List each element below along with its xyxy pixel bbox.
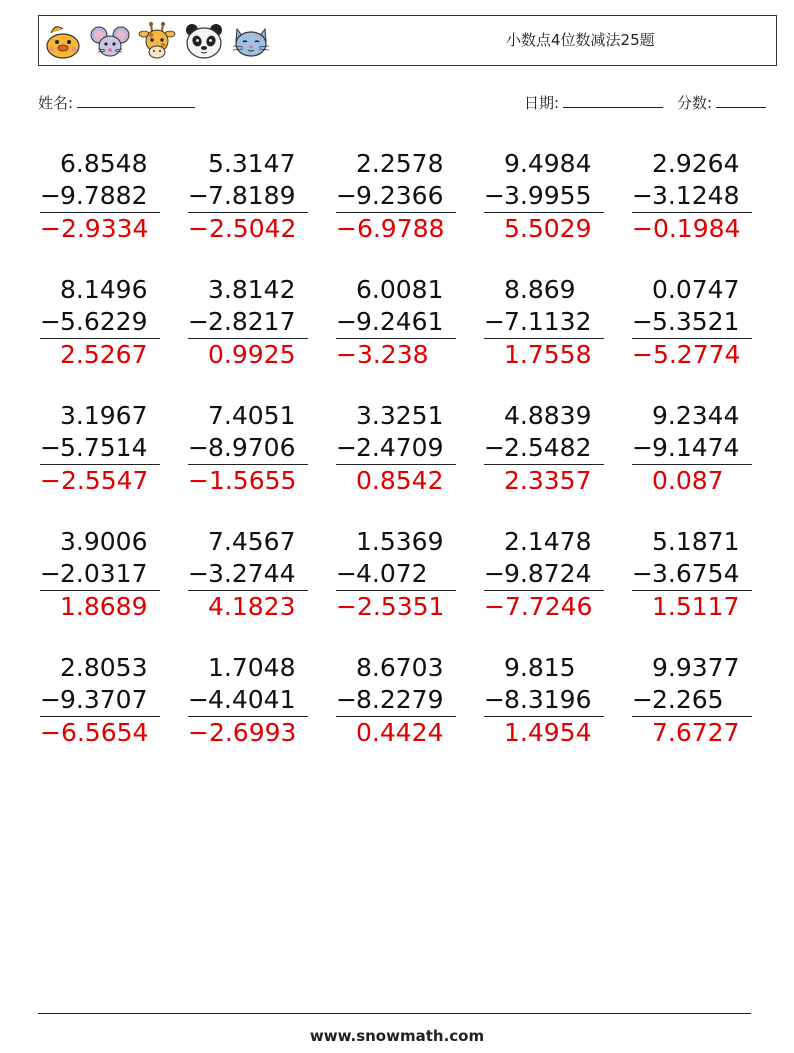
date-blank[interactable] [563, 93, 663, 108]
subtrahend: 8.2279 [356, 685, 444, 714]
chick-icon [43, 21, 83, 61]
minus-sign: − [40, 181, 61, 210]
answer: 0.9925 [208, 340, 296, 369]
answer: −2.5351 [336, 592, 445, 621]
answer: 0.8542 [356, 466, 444, 495]
minuend: 7.4051 [208, 401, 296, 430]
answer: 1.4954 [504, 718, 592, 747]
subtraction-line [40, 180, 160, 213]
problem-7 [188, 274, 308, 371]
problem-2 [188, 148, 308, 245]
answer: −6.9788 [336, 214, 445, 243]
answer: −2.5042 [188, 214, 297, 243]
minuend: 5.3147 [208, 149, 296, 178]
answer: −2.9334 [40, 214, 149, 243]
minuend: 8.869 [504, 275, 576, 304]
answer: 1.7558 [504, 340, 592, 369]
subtraction-line [632, 180, 752, 213]
minuend: 5.1871 [652, 527, 740, 556]
footer-divider [38, 1013, 751, 1014]
answer: 2.5267 [60, 340, 148, 369]
subtrahend: 3.1248 [652, 181, 740, 210]
panda-icon [184, 21, 224, 61]
answer: −7.7246 [484, 592, 593, 621]
name-blank[interactable] [77, 93, 195, 108]
answer: −0.1984 [632, 214, 741, 243]
subtrahend: 9.8724 [504, 559, 592, 588]
subtraction-line [632, 684, 752, 717]
subtraction-line [484, 684, 604, 717]
subtraction-line [188, 180, 308, 213]
answer: 5.5029 [504, 214, 592, 243]
subtraction-line [336, 558, 456, 591]
subtrahend: 9.7882 [60, 181, 148, 210]
answer: −6.5654 [40, 718, 149, 747]
answer: 7.6727 [652, 718, 740, 747]
answer: −2.5547 [40, 466, 149, 495]
subtrahend: 7.1132 [504, 307, 592, 336]
minus-sign: − [336, 181, 357, 210]
problem-5 [632, 148, 752, 245]
answer: 0.4424 [356, 718, 444, 747]
score-blank[interactable] [716, 93, 766, 108]
problem-6 [40, 274, 160, 371]
minuend: 8.6703 [356, 653, 444, 682]
minuend: 2.8053 [60, 653, 148, 682]
problem-16 [40, 526, 160, 623]
problem-18 [336, 526, 456, 623]
score-label: 分数: [677, 94, 713, 112]
minuend: 2.2578 [356, 149, 444, 178]
problem-17 [188, 526, 308, 623]
subtrahend: 2.5482 [504, 433, 592, 462]
minus-sign: − [484, 307, 505, 336]
date-label: 日期: [524, 94, 560, 112]
minus-sign: − [484, 559, 505, 588]
problem-1 [40, 148, 160, 245]
answer: 0.087 [652, 466, 724, 495]
subtraction-line [188, 306, 308, 339]
date-field [524, 92, 663, 113]
problem-20 [632, 526, 752, 623]
problem-19 [484, 526, 604, 623]
subtrahend: 2.8217 [208, 307, 296, 336]
minus-sign: − [188, 433, 209, 462]
answer: 4.1823 [208, 592, 296, 621]
minuend: 8.1496 [60, 275, 148, 304]
minus-sign: − [40, 685, 61, 714]
worksheet-title: 小数点4位数减法25题 [506, 31, 655, 49]
subtrahend: 8.9706 [208, 433, 296, 462]
minuend: 9.4984 [504, 149, 592, 178]
minus-sign: − [188, 307, 209, 336]
problem-21 [40, 652, 160, 749]
answer: 2.3357 [504, 466, 592, 495]
animal-icons [43, 21, 271, 61]
problem-11 [40, 400, 160, 497]
minuend: 0.0747 [652, 275, 740, 304]
subtrahend: 9.2461 [356, 307, 444, 336]
subtraction-line [336, 306, 456, 339]
problem-12 [188, 400, 308, 497]
problem-13 [336, 400, 456, 497]
subtraction-line [336, 684, 456, 717]
subtraction-line [188, 684, 308, 717]
subtraction-line [40, 684, 160, 717]
answer: −5.2774 [632, 340, 741, 369]
subtrahend: 5.3521 [652, 307, 740, 336]
minus-sign: − [632, 559, 653, 588]
minuend: 9.2344 [652, 401, 740, 430]
problem-22 [188, 652, 308, 749]
minuend: 1.7048 [208, 653, 296, 682]
minus-sign: − [632, 181, 653, 210]
subtrahend: 9.1474 [652, 433, 740, 462]
subtraction-line [188, 558, 308, 591]
footer-url: www.snowmath.com [309, 1027, 485, 1045]
subtraction-line [40, 558, 160, 591]
subtrahend: 4.072 [356, 559, 428, 588]
mouse-icon [90, 21, 130, 61]
minus-sign: − [632, 685, 653, 714]
subtrahend: 4.4041 [208, 685, 296, 714]
minus-sign: − [632, 307, 653, 336]
minus-sign: − [632, 433, 653, 462]
problem-24 [484, 652, 604, 749]
minuend: 1.5369 [356, 527, 444, 556]
subtrahend: 2.265 [652, 685, 724, 714]
subtrahend: 8.3196 [504, 685, 592, 714]
minus-sign: − [40, 433, 61, 462]
subtraction-line [632, 432, 752, 465]
subtrahend: 7.8189 [208, 181, 296, 210]
subtrahend: 3.9955 [504, 181, 592, 210]
subtraction-line [40, 432, 160, 465]
subtraction-line [40, 306, 160, 339]
minus-sign: − [336, 307, 357, 336]
minuend: 3.3251 [356, 401, 444, 430]
problem-8 [336, 274, 456, 371]
subtrahend: 9.2366 [356, 181, 444, 210]
minus-sign: − [336, 433, 357, 462]
name-label: 姓名: [38, 94, 74, 112]
subtraction-line [336, 180, 456, 213]
subtraction-line [484, 180, 604, 213]
problem-23 [336, 652, 456, 749]
subtraction-line [336, 432, 456, 465]
problem-9 [484, 274, 604, 371]
problem-10 [632, 274, 752, 371]
subtrahend: 3.2744 [208, 559, 296, 588]
minus-sign: − [484, 685, 505, 714]
minus-sign: − [188, 685, 209, 714]
subtraction-line [484, 558, 604, 591]
answer: 1.5117 [652, 592, 740, 621]
minuend: 4.8839 [504, 401, 592, 430]
minus-sign: − [336, 685, 357, 714]
minuend: 2.9264 [652, 149, 740, 178]
minus-sign: − [336, 559, 357, 588]
subtrahend: 9.3707 [60, 685, 148, 714]
subtraction-line [632, 558, 752, 591]
minuend: 6.0081 [356, 275, 444, 304]
subtrahend: 5.6229 [60, 307, 148, 336]
minus-sign: − [188, 559, 209, 588]
minuend: 3.8142 [208, 275, 296, 304]
score-field [677, 92, 766, 113]
header-box [38, 15, 777, 66]
subtrahend: 2.0317 [60, 559, 148, 588]
answer: −2.6993 [188, 718, 297, 747]
answer: 1.8689 [60, 592, 148, 621]
answer: −1.5655 [188, 466, 297, 495]
answer: −3.238 [336, 340, 429, 369]
giraffe-icon [137, 21, 177, 61]
minuend: 3.9006 [60, 527, 148, 556]
minuend: 6.8548 [60, 149, 148, 178]
subtrahend: 5.7514 [60, 433, 148, 462]
minus-sign: − [484, 433, 505, 462]
minuend: 9.9377 [652, 653, 740, 682]
problem-15 [632, 400, 752, 497]
minuend: 9.815 [504, 653, 576, 682]
minus-sign: − [188, 181, 209, 210]
subtraction-line [188, 432, 308, 465]
problem-3 [336, 148, 456, 245]
problem-25 [632, 652, 752, 749]
minus-sign: − [40, 307, 61, 336]
cat-icon [231, 21, 271, 61]
subtraction-line [632, 306, 752, 339]
subtraction-line [484, 306, 604, 339]
minus-sign: − [484, 181, 505, 210]
subtrahend: 2.4709 [356, 433, 444, 462]
subtraction-line [484, 432, 604, 465]
minus-sign: − [40, 559, 61, 588]
problem-14 [484, 400, 604, 497]
minuend: 2.1478 [504, 527, 592, 556]
subtrahend: 3.6754 [652, 559, 740, 588]
minuend: 3.1967 [60, 401, 148, 430]
name-field [38, 92, 195, 113]
minuend: 7.4567 [208, 527, 296, 556]
problem-4 [484, 148, 604, 245]
